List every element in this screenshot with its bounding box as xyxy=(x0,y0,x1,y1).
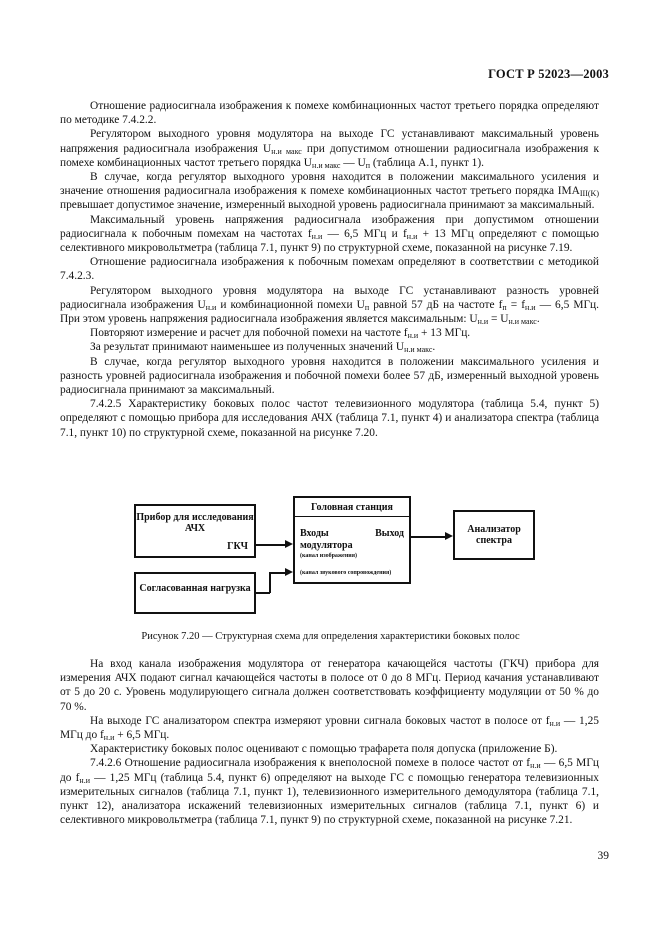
paragraph: В случае, когда регулятор выходного уровня находится в положении максимального усиления и разность уровней радиосигнала изображения и побочной помехи более 57 дБ, измеренный выходной уровень радиосигнала принимают за максимальный. xyxy=(60,355,599,397)
block-diagram xyxy=(130,492,560,622)
image-channel-label: (канал изображения) xyxy=(300,553,358,559)
paragraph: 7.4.2.6 Отношение радиосигнала изображения к внеполосной помехе в полосе частот от $f_{н.и}$ — 6,5 МГц до $f_{н.и}$ — 1,25 МГц (таблица 5.4, пункт 6) определяют на выходе ГС с помощью генератора телевизионных измерительных сигналов (таблица 7.1, пункт 1), телевизионного измерительного демодулятора (таблица 7.1, пункт 12), анализатора искажений телевизионных измерительных сигналов (таблица 7.1, пункт 6) и селективного микровольтметра (таблица 7.1, пункт 9) по структурной схеме, показанной на рисунке 7.21. xyxy=(60,757,599,827)
gkch-label: ГКЧ xyxy=(227,541,248,552)
body-text-top xyxy=(60,99,599,440)
connector-head-to-spectrum xyxy=(411,536,445,538)
arrow-head-icon xyxy=(285,540,293,548)
paragraph: На вход канала изображения модулятора от генератора качающейся частоты (ГКЧ) прибора для измерения АЧХ подают сигнал качающейся частоты в полосе от 0 до 8 МГц. Период качания устанавливают от 5 до 20 с. Уровень модулирующего сигнала должен соответствовать коэффициенту модуляции от 50 % до 70 %. xyxy=(60,658,599,713)
paragraph: Отношение радиосигнала изображения к помехе комбинационных частот третьего порядка определяют по методике 7.4.2.2. xyxy=(60,100,599,127)
paragraph: На выходе ГС анализатором спектра измеряют уровни сигнала боковых частот в полосе от $f_{н.и}$ — 1,25 МГц до $f_{н.и} + 6,5$ МГц. xyxy=(60,714,599,743)
head-station-box xyxy=(293,496,411,584)
matched-load-box xyxy=(134,572,256,614)
standard-header: ГОСТ Р 52023—2003 xyxy=(488,67,609,81)
paragraph: Повторяют измерение и расчет для побочной помехи на частоте $f_{н.и} + 13$ МГц. xyxy=(90,327,471,341)
spectrum-analyzer-box xyxy=(453,510,535,560)
paragraph: Максимальный уровень напряжения радиосигнала изображения при допустимом отношении радиосигнала к побочным помехам на частотах $f_{н.и}$ — 6,5 МГц и $f_{н.и} + 13$ МГц определяют с помощью селективного микровольтметра (таблица 7.1, пункт 9) по структурной схеме, показанной на рисунке 7.19. xyxy=(60,213,599,255)
output-label: Выход xyxy=(375,528,404,539)
connector-load-h1 xyxy=(256,592,270,594)
achx-device-label: Прибор для исследования АЧХ xyxy=(136,512,254,534)
achx-device-box xyxy=(134,504,256,558)
paragraph: Регулятором выходного уровня модулятора на выходе ГС устанавливают максимальный уровень напряжения радиосигнала изображения $U_{н.и макс}$ при допустимом отношении радиосигнала изображения к помехе комбинационных частот третьего порядка $U_{н.и макс}$ — $U_п$ (таблица А.1, пункт 1). xyxy=(60,128,600,170)
connector-load-h2 xyxy=(269,572,285,574)
matched-load-label: Согласованная нагрузка xyxy=(139,583,251,594)
modulator-label: модулятора xyxy=(300,540,353,551)
figure-caption: Рисунок 7.20 — Структурная схема для определения характеристики боковых полос xyxy=(141,631,520,642)
paragraph: Отношение радиосигнала изображения к побочным помехам определяют в соответствии с методикой 7.4.2.3. xyxy=(60,256,599,283)
paragraph: Характеристику боковых полос оценивают с помощью трафарета поля допуска (приложение Б). xyxy=(90,743,558,756)
paragraph: В случае, когда регулятор выходного уровня находится в положении максимального усиления и значение отношения радиосигнала изображения к помехе комбинационных частот третьего порядка $IMA_{III(K)}$ превышает допустимое значение, измеренный выходной уровень радиосигнала принимают за максимальный. xyxy=(60,171,599,212)
paragraph: Регулятором выходного уровня модулятора на выходе ГС устанавливают разность уровней радиосигнала изображения $U_{н.и}$ и комбинационной помехи $U_п$ равной 57 дБ на частоте $f_п = f_{н.и}$ — 6,5 МГц. При этом уровень напряжения радиосигнала изображения является максимальным: $U_{н.и} = U_{н.и макс}$. xyxy=(60,284,599,327)
arrow-head-icon xyxy=(285,568,293,576)
body-text-bottom xyxy=(60,657,599,827)
spectrum-analyzer-label: Анализатор спектра xyxy=(467,524,521,546)
sound-channel-label: (канал звукового сопровождения) xyxy=(300,570,392,576)
head-station-label: Головная станция xyxy=(295,502,409,517)
connector-achx-to-head xyxy=(256,544,285,546)
inputs-label: Входы xyxy=(300,528,329,539)
page-number: 39 xyxy=(597,850,609,862)
arrow-head-icon xyxy=(445,532,453,540)
connector-load-v xyxy=(269,572,271,593)
paragraph: 7.4.2.5 Характеристику боковых полос частот телевизионного модулятора (таблица 5.4, пункт 5) определяют с помощью прибора для исследования АЧХ (таблица 7.1, пункт 4) и анализатора спектра (таблица 7.1, пункт 10) по структурной схеме, показанной на рисунке 7.20. xyxy=(60,398,599,439)
paragraph: За результат принимают наименьшее из полученных значений $U_{н.и макс}$. xyxy=(90,341,436,355)
